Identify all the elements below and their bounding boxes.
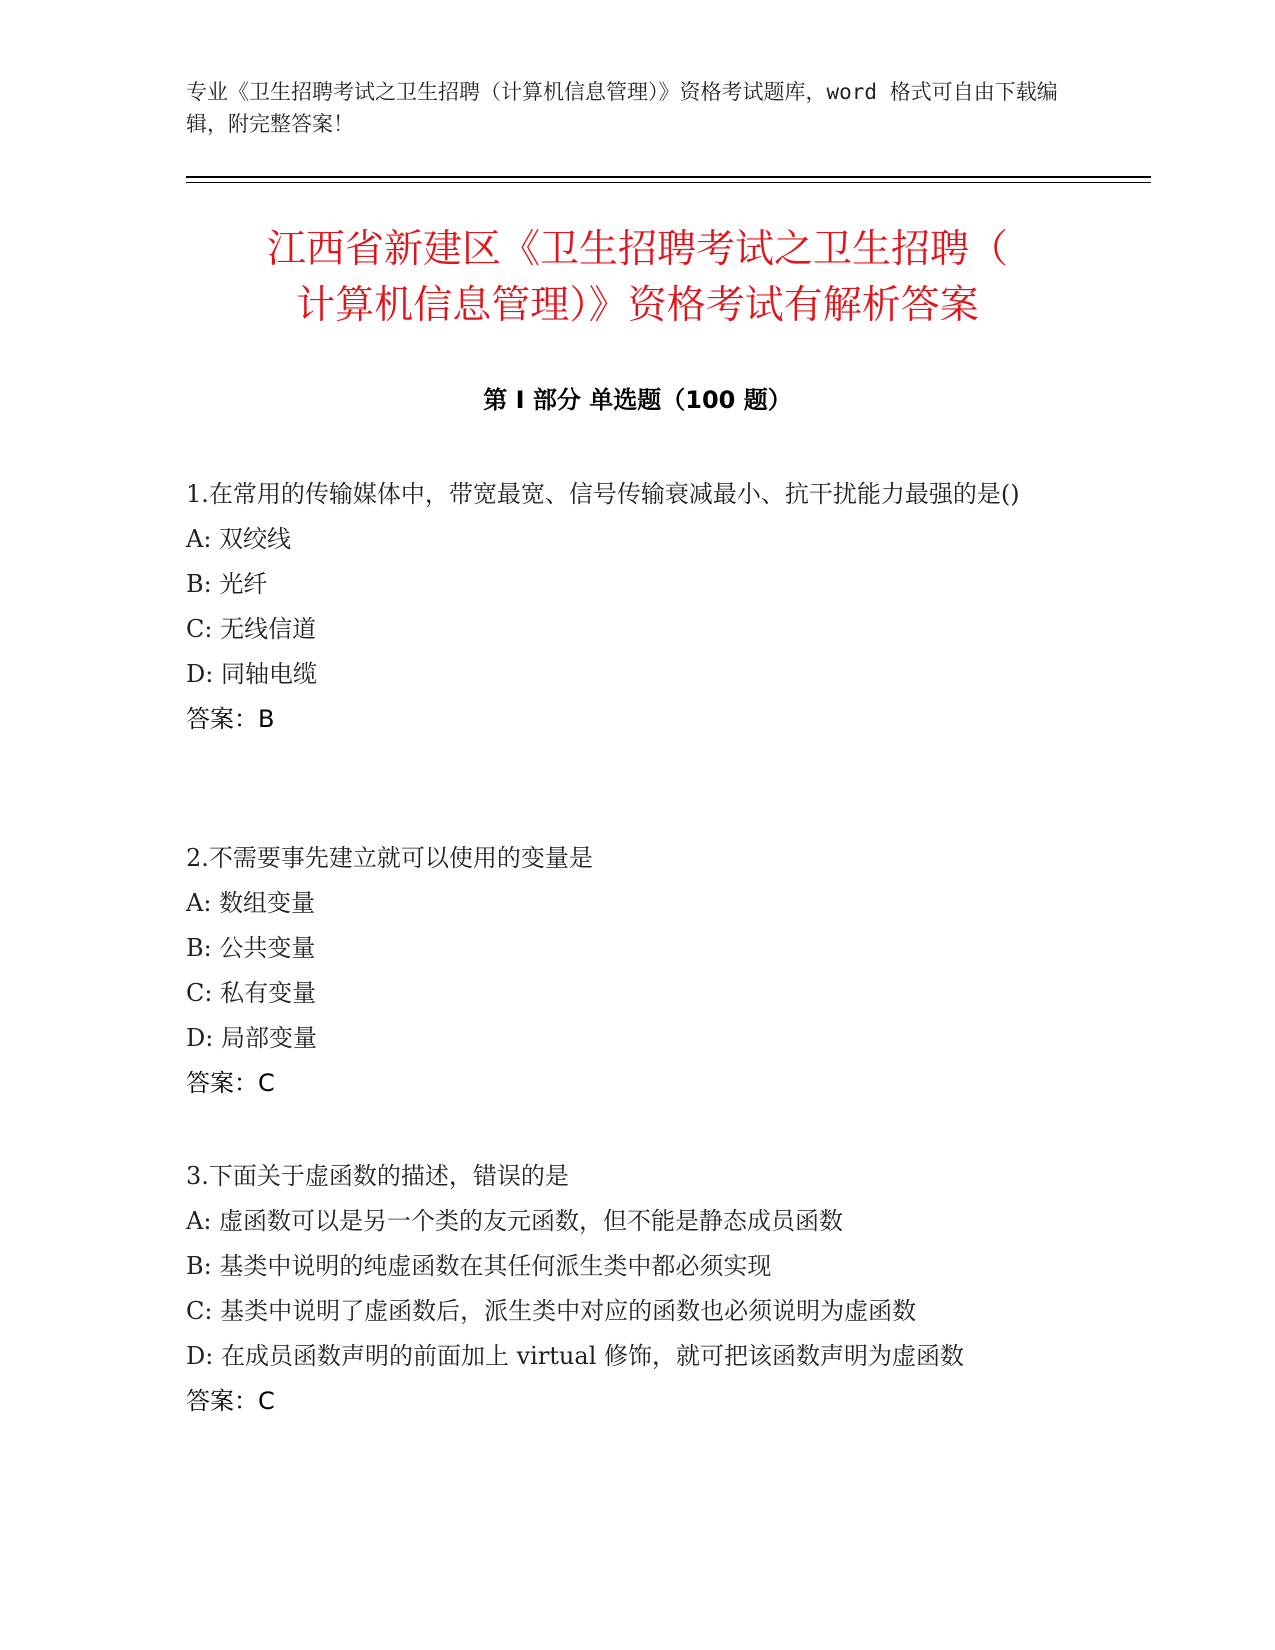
option-a: A: 虚函数可以是另一个类的友元函数，但不能是静态成员函数	[186, 1207, 844, 1235]
option-d: D: 在成员函数声明的前面加上 virtual 修饰，就可把该函数声明为虚函数	[186, 1342, 965, 1370]
option-c: C: 基类中说明了虚函数后，派生类中对应的函数也必须说明为虚函数	[186, 1297, 917, 1325]
document-title-line-1: 江西省新建区《卫生招聘考试之卫生招聘（	[266, 227, 1008, 272]
answer-line: 答案：B	[186, 705, 275, 733]
option-d: D: 同轴电缆	[186, 660, 317, 688]
question-2	[186, 836, 1066, 1106]
answer-line: 答案：C	[186, 1387, 275, 1415]
document-title	[150, 222, 1125, 334]
question-stem: 3.下面关于虚函数的描述，错误的是	[186, 1162, 569, 1190]
option-a: A: 数组变量	[186, 889, 316, 917]
option-b: B: 光纤	[186, 570, 268, 598]
answer-line: 答案：C	[186, 1069, 275, 1097]
header-divider-thick	[186, 176, 1151, 178]
section-heading: 第 I 部分 单选题（100 题）	[483, 386, 792, 414]
header-divider-thin	[186, 182, 1151, 183]
option-b: B: 基类中说明的纯虚函数在其任何派生类中都必须实现	[186, 1252, 772, 1280]
option-c: C: 私有变量	[186, 979, 317, 1007]
question-stem: 1.在常用的传输媒体中，带宽最宽、信号传输衰减最小、抗干扰能力最强的是()	[186, 480, 1020, 508]
option-b: B: 公共变量	[186, 934, 316, 962]
question-stem: 2.不需要事先建立就可以使用的变量是	[186, 844, 593, 872]
document-title-line-2: 计算机信息管理）》资格考试有解析答案	[296, 283, 979, 328]
question-3	[186, 1154, 1066, 1424]
option-c: C: 无线信道	[186, 615, 317, 643]
option-a: A: 双绞线	[186, 525, 292, 553]
document-header-intro: 专业《卫生招聘考试之卫生招聘（计算机信息管理）》资格考试题库，word 格式可自由下载编辑，附完整答案！	[186, 80, 1058, 136]
question-1	[186, 472, 1066, 742]
option-d: D: 局部变量	[186, 1024, 317, 1052]
